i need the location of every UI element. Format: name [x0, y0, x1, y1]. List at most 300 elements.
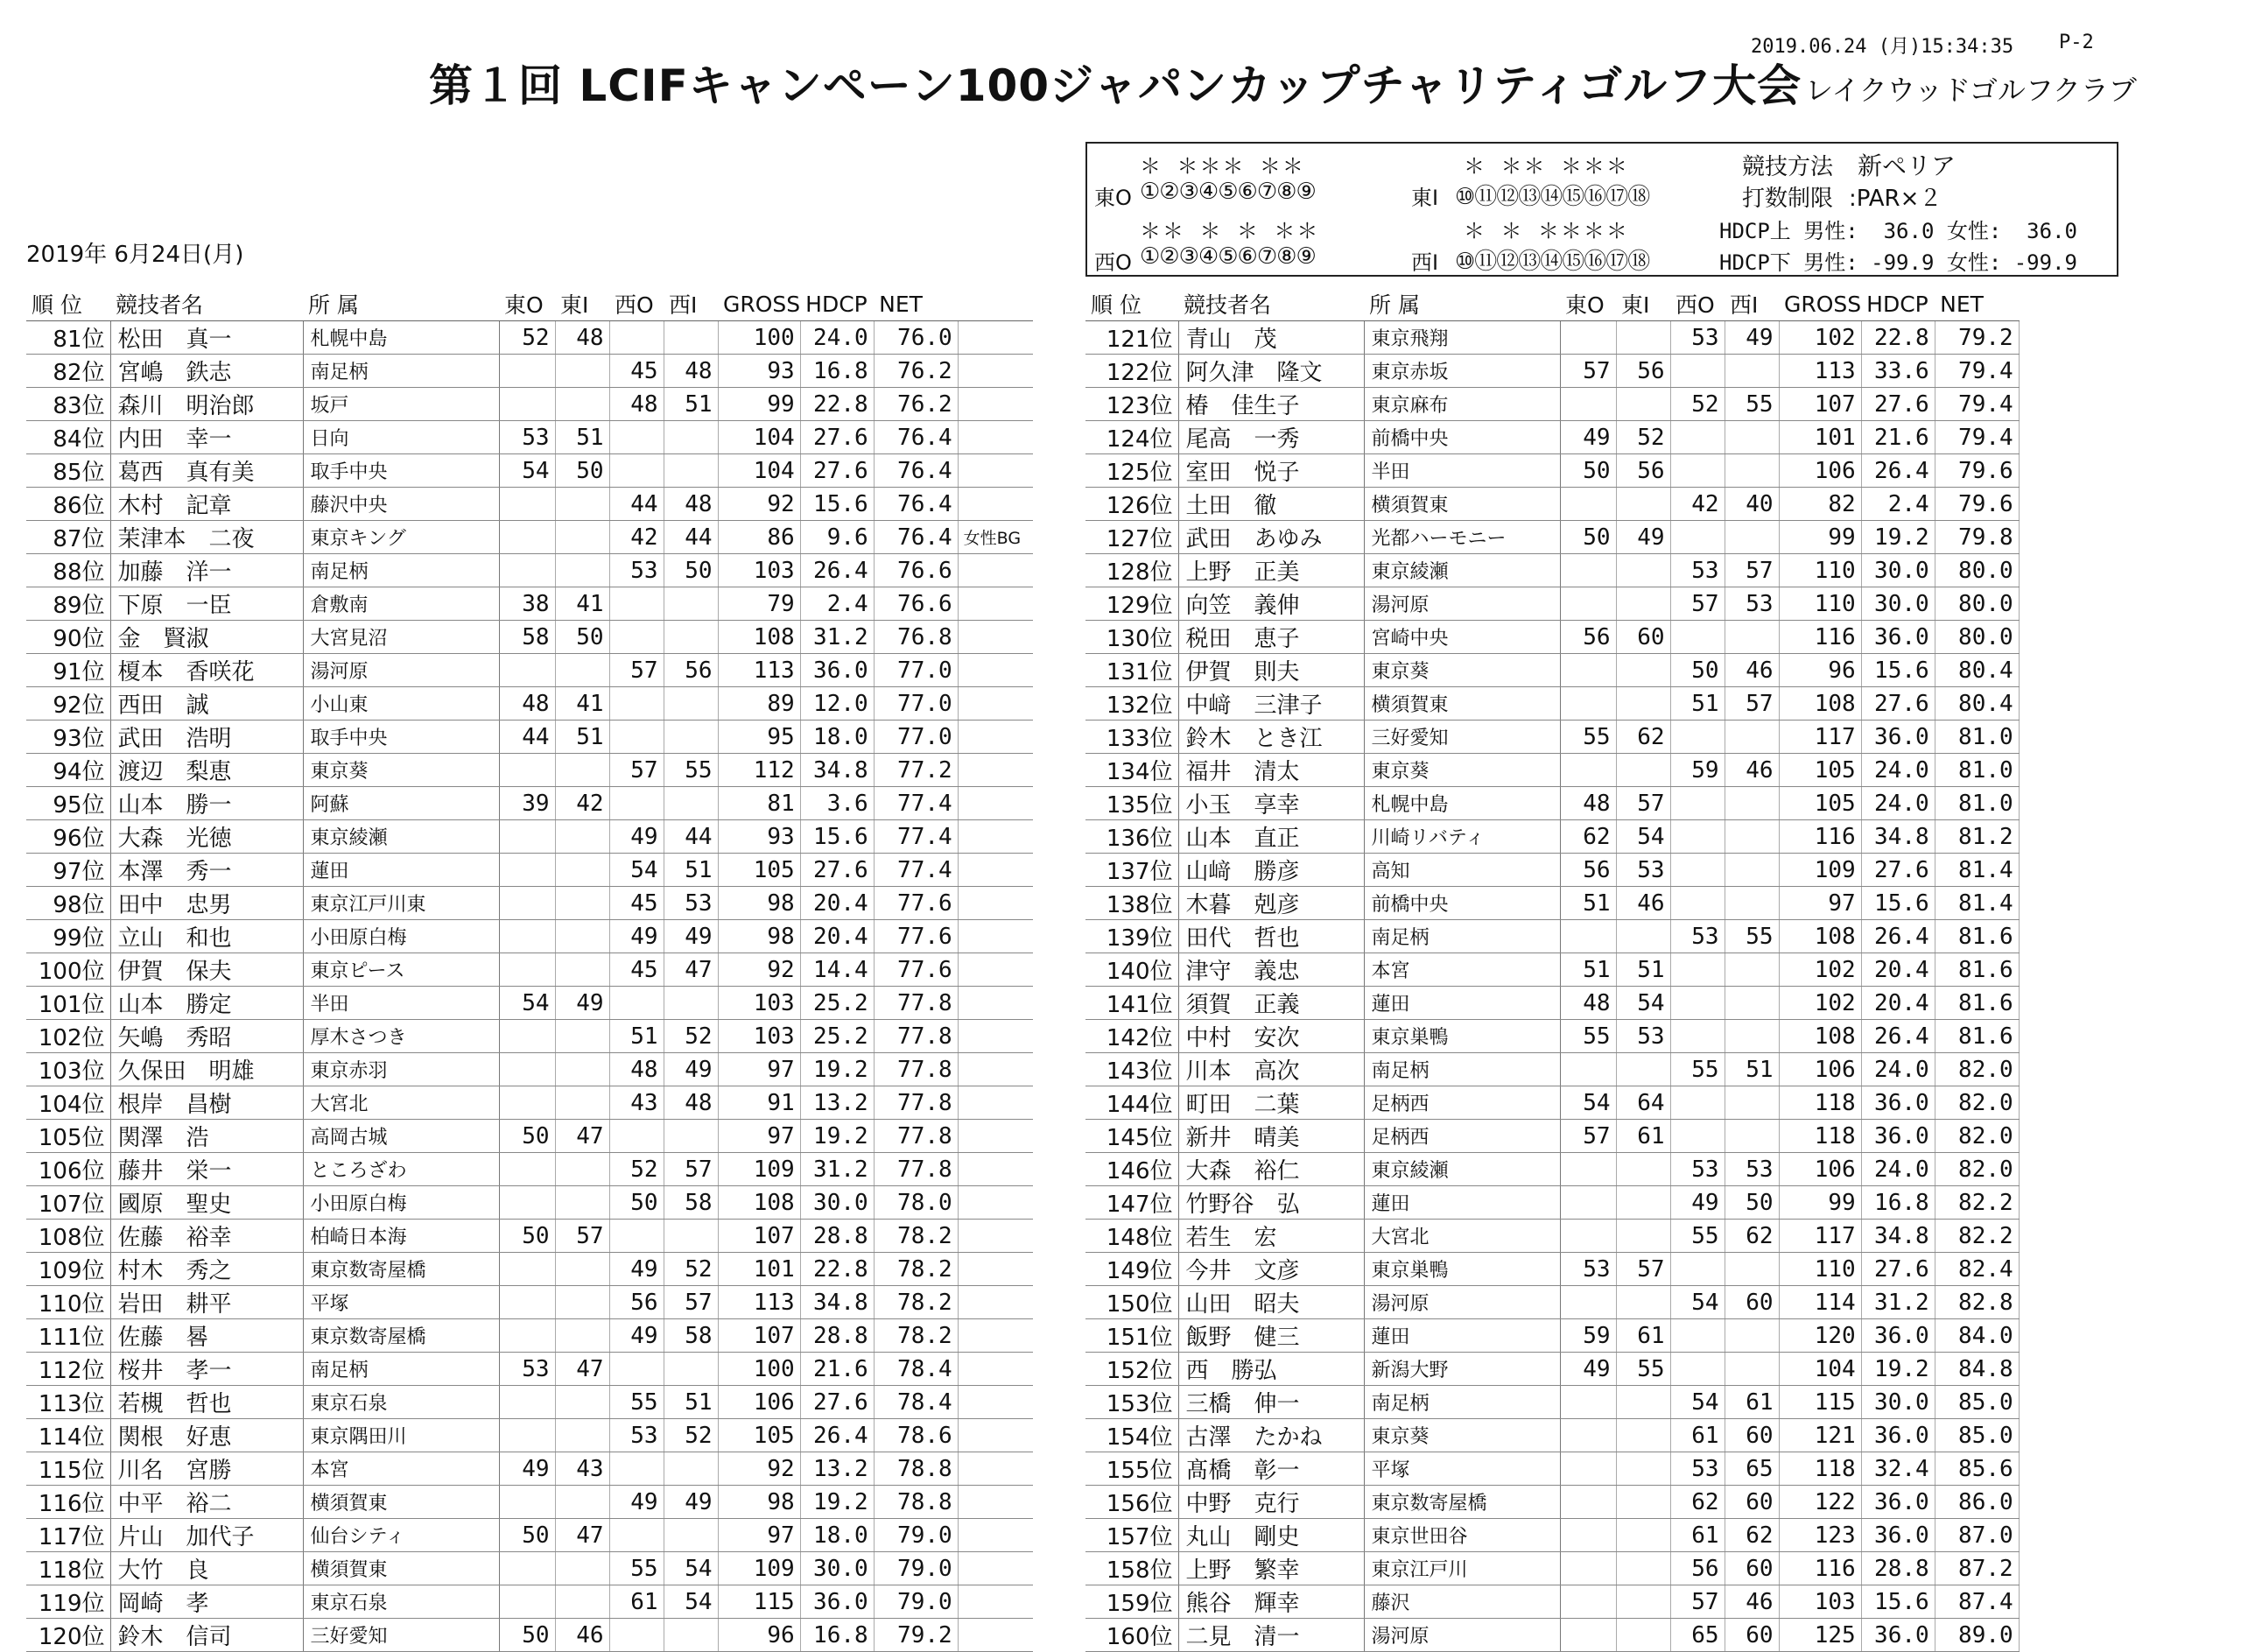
- east-out-score: [1560, 1419, 1616, 1452]
- west-out-score: 65: [1670, 1619, 1725, 1652]
- west-out-score: 59: [1670, 754, 1725, 787]
- table-row: [26, 587, 1033, 621]
- east-in-score: 41: [555, 587, 609, 621]
- east-in-score: [555, 1253, 609, 1286]
- east-in-score: [555, 521, 609, 554]
- west-in-score: [664, 421, 718, 454]
- player-name: 山本 勝一: [110, 787, 303, 820]
- net-score: 80.0: [1935, 621, 2019, 654]
- east-in-score: [555, 754, 609, 787]
- hdcp-value: 13.2: [800, 1086, 874, 1120]
- club-name: 前橋中央: [1364, 421, 1560, 454]
- west-out-score: 49: [1670, 1186, 1725, 1220]
- table-row: [1085, 1353, 2019, 1386]
- net-score: 81.6: [1935, 987, 2019, 1020]
- player-name: 尾高 一秀: [1178, 421, 1364, 454]
- east-out-score: [499, 854, 555, 887]
- east-in-score: 61: [1616, 1120, 1670, 1153]
- net-score: 79.4: [1935, 421, 2019, 454]
- table-row: [26, 820, 1033, 854]
- gross-score: 106: [1779, 454, 1861, 488]
- gross-score: 115: [1779, 1386, 1861, 1419]
- west-out-score: 49: [609, 820, 664, 854]
- east-in-score: [555, 355, 609, 388]
- net-score: 76.2: [874, 388, 958, 421]
- hdcp-value: 27.6: [1861, 388, 1935, 421]
- hdcp-upper-limit: HDCP上 男性: 36.0 女性: 36.0: [1719, 219, 2077, 243]
- player-name: 伊賀 保夫: [110, 953, 303, 987]
- net-score: 76.4: [874, 421, 958, 454]
- club-name: 東京飛翔: [1364, 321, 1560, 355]
- table-row: [26, 920, 1033, 953]
- table-row: [1085, 321, 2019, 355]
- rank-cell: 90位: [26, 621, 110, 654]
- club-name: 東京ピース: [303, 953, 499, 987]
- player-name: 上野 正美: [1178, 554, 1364, 587]
- west-in-score: 57: [664, 1153, 718, 1186]
- club-name: 新潟大野: [1364, 1353, 1560, 1386]
- player-name: 山本 勝定: [110, 987, 303, 1020]
- player-name: 片山 加代子: [110, 1519, 303, 1552]
- east-in-score: 47: [555, 1353, 609, 1386]
- player-name: 佐藤 裕幸: [110, 1220, 303, 1253]
- method-label: 競技方法: [1742, 154, 1834, 180]
- rank-cell: 148位: [1085, 1220, 1178, 1253]
- west-in-score: 57: [664, 1286, 718, 1319]
- table-row: [1085, 721, 2019, 754]
- club-name: 東京綾瀬: [1364, 1153, 1560, 1186]
- rank-cell: 91位: [26, 654, 110, 687]
- net-score: 80.4: [1935, 687, 2019, 721]
- hdcp-value: 28.8: [1861, 1552, 1935, 1585]
- net-score: 77.8: [874, 1020, 958, 1053]
- note-cell: [958, 1486, 1033, 1519]
- player-name: 中村 安次: [1178, 1020, 1364, 1053]
- west-out-score: [609, 987, 664, 1020]
- hdcp-value: 20.4: [800, 920, 874, 953]
- rank-cell: 108位: [26, 1220, 110, 1253]
- rank-cell: 135位: [1085, 787, 1178, 820]
- west-out-score: [1670, 953, 1725, 987]
- club-name: 湯河原: [1364, 1286, 1560, 1319]
- club-name: 東京江戸川: [1364, 1552, 1560, 1585]
- west-out-score: 49: [609, 1486, 664, 1519]
- gross-score: 110: [1779, 587, 1861, 621]
- club-name: 札幌中島: [1364, 787, 1560, 820]
- club-name: 半田: [303, 987, 499, 1020]
- east-in-score: 52: [1616, 421, 1670, 454]
- player-name: 西 勝弘: [1178, 1353, 1364, 1386]
- rank-cell: 157位: [1085, 1519, 1178, 1552]
- club-name: 東京石泉: [303, 1386, 499, 1419]
- gross-score: 108: [718, 1186, 800, 1220]
- hdcp-value: 26.4: [1861, 920, 1935, 953]
- table-row: [1085, 1186, 2019, 1220]
- note-cell: 女性BG: [958, 521, 1033, 554]
- hdcp-value: 34.8: [1861, 820, 1935, 854]
- west-in-score: 57: [1725, 687, 1779, 721]
- east-in-score: [1616, 1419, 1670, 1452]
- club-name: 日向: [303, 421, 499, 454]
- east-out-score: 62: [1560, 820, 1616, 854]
- gross-score: 97: [1779, 887, 1861, 920]
- west-in-score: [664, 1120, 718, 1153]
- hdcp-value: 24.0: [1861, 754, 1935, 787]
- east-in-score: [555, 1585, 609, 1619]
- player-name: 中野 克行: [1178, 1486, 1364, 1519]
- east-in-score: [555, 887, 609, 920]
- west-in-score: 47: [664, 953, 718, 987]
- club-name: 南足柄: [1364, 1053, 1560, 1086]
- table-row: [1085, 953, 2019, 987]
- gross-score: 101: [718, 1253, 800, 1286]
- club-name: 小田原白梅: [303, 920, 499, 953]
- hdcp-value: 36.0: [1861, 621, 1935, 654]
- east-out-score: [499, 1585, 555, 1619]
- east-out-score: [1560, 1585, 1616, 1619]
- hdcp-lower-limit: HDCP下 男性: -99.9 女性: -99.9: [1719, 250, 2077, 275]
- hdcp-value: 36.0: [1861, 1486, 1935, 1519]
- west-out-score: [609, 1353, 664, 1386]
- east-in-score: [555, 1486, 609, 1519]
- west-in-score: [1725, 521, 1779, 554]
- hdcp-value: 24.0: [1861, 787, 1935, 820]
- hdcp-value: 9.6: [800, 521, 874, 554]
- club-name: 川崎リバティ: [1364, 820, 1560, 854]
- east-out-score: [499, 1020, 555, 1053]
- net-score: 77.8: [874, 1120, 958, 1153]
- east-out-score: [1560, 1619, 1616, 1652]
- west-in-score: [1725, 355, 1779, 388]
- net-score: 76.2: [874, 355, 958, 388]
- note-cell: [958, 1020, 1033, 1053]
- west-out-score: 62: [1670, 1486, 1725, 1519]
- east-out-score: [1560, 388, 1616, 421]
- rank-cell: 131位: [1085, 654, 1178, 687]
- table-row: [26, 1253, 1033, 1286]
- hdcp-value: 18.0: [800, 1519, 874, 1552]
- gross-score: 97: [718, 1519, 800, 1552]
- rank-cell: 98位: [26, 887, 110, 920]
- net-score: 82.4: [1935, 1253, 2019, 1286]
- note-cell: [958, 1552, 1033, 1585]
- table-row: [1085, 621, 2019, 654]
- table-row: [26, 854, 1033, 887]
- gross-score: 104: [718, 454, 800, 488]
- club-name: 湯河原: [1364, 587, 1560, 621]
- player-name: 税田 恵子: [1178, 621, 1364, 654]
- table-row: [26, 1319, 1033, 1353]
- west-out-score: 49: [609, 1319, 664, 1353]
- gross-score: 114: [1779, 1286, 1861, 1319]
- gross-score: 121: [1779, 1419, 1861, 1452]
- club-name: 南足柄: [303, 355, 499, 388]
- west-in-score: 46: [1725, 654, 1779, 687]
- rank-cell: 137位: [1085, 854, 1178, 887]
- table-row: [1085, 1552, 2019, 1585]
- note-cell: [958, 1353, 1033, 1386]
- gross-score: 113: [1779, 355, 1861, 388]
- west-in-score: 54: [664, 1585, 718, 1619]
- rank-cell: 102位: [26, 1020, 110, 1053]
- west-in-score: 60: [1725, 1619, 1779, 1652]
- west-out-score: [609, 687, 664, 721]
- rank-cell: 82位: [26, 355, 110, 388]
- table-row: [1085, 1619, 2019, 1652]
- rank-cell: 120位: [26, 1619, 110, 1652]
- east-in-score: [555, 488, 609, 521]
- gross-score: 104: [1779, 1353, 1861, 1386]
- club-name: 藤沢: [1364, 1585, 1560, 1619]
- club-name: 札幌中島: [303, 321, 499, 355]
- gross-score: 103: [1779, 1585, 1861, 1619]
- note-cell: [958, 754, 1033, 787]
- net-score: 77.6: [874, 887, 958, 920]
- player-name: 加藤 洋一: [110, 554, 303, 587]
- east-in-score: 53: [1616, 1020, 1670, 1053]
- hdcp-value: 30.0: [1861, 554, 1935, 587]
- note-cell: [958, 1086, 1033, 1120]
- net-score: 79.0: [874, 1552, 958, 1585]
- col-net: NET: [874, 287, 958, 321]
- west-out-score: [1670, 1086, 1725, 1120]
- rank-cell: 150位: [1085, 1286, 1178, 1319]
- west-in-score: 62: [1725, 1519, 1779, 1552]
- player-name: 川名 宮勝: [110, 1452, 303, 1486]
- east-in-score: [1616, 321, 1670, 355]
- east-in-score: [1616, 1386, 1670, 1419]
- rank-cell: 101位: [26, 987, 110, 1020]
- east-out-score: [499, 953, 555, 987]
- east-out-score: 54: [499, 454, 555, 488]
- hdcp-value: 36.0: [1861, 1319, 1935, 1353]
- rank-cell: 132位: [1085, 687, 1178, 721]
- east-out-score: 50: [1560, 454, 1616, 488]
- rank-cell: 87位: [26, 521, 110, 554]
- west-in-score: 51: [1725, 1053, 1779, 1086]
- club-name: 平塚: [303, 1286, 499, 1319]
- hdcp-value: 36.0: [1861, 1086, 1935, 1120]
- east-out-score: 49: [1560, 421, 1616, 454]
- col-east-in: 東I: [555, 287, 609, 321]
- player-name: 小玉 享幸: [1178, 787, 1364, 820]
- gross-score: 92: [718, 1452, 800, 1486]
- club-name: 光都ハーモニー: [1364, 521, 1560, 554]
- west-out-score: [1670, 721, 1725, 754]
- gross-score: 102: [1779, 321, 1861, 355]
- gross-score: 106: [1779, 1153, 1861, 1186]
- player-name: 立山 和也: [110, 920, 303, 953]
- hdcp-value: 24.0: [800, 321, 874, 355]
- net-score: 78.8: [874, 1486, 958, 1519]
- club-name: 蓮田: [303, 854, 499, 887]
- west-in-score: 52: [664, 1419, 718, 1452]
- east-in-score: [555, 554, 609, 587]
- col-hdcp: HDCP: [800, 287, 874, 321]
- west-in-score: [664, 687, 718, 721]
- col-club: 所 属: [1364, 287, 1560, 321]
- hdcp-value: 30.0: [800, 1552, 874, 1585]
- rank-cell: 123位: [1085, 388, 1178, 421]
- east-in-score: [1616, 1552, 1670, 1585]
- west-in-score: 46: [1725, 1585, 1779, 1619]
- east-out-score: [499, 1253, 555, 1286]
- hdcp-value: 27.6: [800, 454, 874, 488]
- hdcp-value: 24.0: [1861, 1153, 1935, 1186]
- print-timestamp: 2019.06.24 (月)15:34:35: [1751, 36, 2014, 58]
- net-score: 76.6: [874, 587, 958, 621]
- hdcp-value: 27.6: [1861, 854, 1935, 887]
- player-name: 青山 茂: [1178, 321, 1364, 355]
- gross-score: 110: [1779, 1253, 1861, 1286]
- hdcp-value: 33.6: [1861, 355, 1935, 388]
- hdcp-value: 22.8: [800, 1253, 874, 1286]
- hdcp-value: 13.2: [800, 1452, 874, 1486]
- west-in-score: [664, 1353, 718, 1386]
- net-score: 76.6: [874, 554, 958, 587]
- west-in-score: [664, 1452, 718, 1486]
- hdcp-value: 34.8: [800, 754, 874, 787]
- west-in-score: 44: [664, 820, 718, 854]
- gross-score: 122: [1779, 1486, 1861, 1519]
- west-in-score: 65: [1725, 1452, 1779, 1486]
- table-row: [26, 1020, 1033, 1053]
- east-out-score: [1560, 654, 1616, 687]
- east-out-score: 50: [1560, 521, 1616, 554]
- west-out-score: 56: [609, 1286, 664, 1319]
- player-name: 佐藤 晷: [110, 1319, 303, 1353]
- east-out-score: [1560, 1286, 1616, 1319]
- club-name: 東京数寄屋橋: [303, 1253, 499, 1286]
- player-name: 森川 明治郎: [110, 388, 303, 421]
- note-cell: [958, 654, 1033, 687]
- east-out-score: 49: [1560, 1353, 1616, 1386]
- club-name: 東京巣鴨: [1364, 1253, 1560, 1286]
- rank-cell: 151位: [1085, 1319, 1178, 1353]
- net-score: 85.6: [1935, 1452, 2019, 1486]
- west-out-score: [609, 421, 664, 454]
- net-score: 77.0: [874, 721, 958, 754]
- note-cell: [958, 920, 1033, 953]
- hdcp-value: 34.8: [800, 1286, 874, 1319]
- east-in-score: [1616, 687, 1670, 721]
- net-score: 78.2: [874, 1319, 958, 1353]
- club-name: 取手中央: [303, 721, 499, 754]
- east-in-score: 49: [555, 987, 609, 1020]
- note-cell: [958, 854, 1033, 887]
- east-in-score: 49: [1616, 521, 1670, 554]
- club-name: 三好愛知: [303, 1619, 499, 1652]
- gross-score: 99: [1779, 1186, 1861, 1220]
- table-row: [26, 454, 1033, 488]
- west-out-score: 61: [1670, 1519, 1725, 1552]
- net-score: 81.2: [1935, 820, 2019, 854]
- player-name: 下原 一臣: [110, 587, 303, 621]
- east-in-score: 57: [555, 1220, 609, 1253]
- table-row: [26, 887, 1033, 920]
- table-row: [1085, 355, 2019, 388]
- west-in-score: [664, 721, 718, 754]
- note-cell: [958, 1452, 1033, 1486]
- table-row: [1085, 987, 2019, 1020]
- east-out-score: [1560, 1153, 1616, 1186]
- club-name: 東京葵: [1364, 654, 1560, 687]
- east-out-score: [499, 1053, 555, 1086]
- player-name: 根岸 昌樹: [110, 1086, 303, 1120]
- rank-cell: 116位: [26, 1486, 110, 1519]
- west-in-score: 49: [664, 1053, 718, 1086]
- note-cell: [958, 454, 1033, 488]
- east-in-score: [555, 1020, 609, 1053]
- hdcp-value: 26.4: [1861, 454, 1935, 488]
- player-name: 飯野 健三: [1178, 1319, 1364, 1353]
- rank-cell: 103位: [26, 1053, 110, 1086]
- east-in-score: [1616, 1585, 1670, 1619]
- note-cell: [958, 1286, 1033, 1319]
- west-out-score: 53: [1670, 920, 1725, 953]
- table-row: [1085, 920, 2019, 953]
- stroke-limit-value: :PAR×２: [1849, 186, 1942, 212]
- net-score: 81.0: [1935, 721, 2019, 754]
- west-out-score: 53: [1670, 1153, 1725, 1186]
- gross-score: 117: [1779, 1220, 1861, 1253]
- east-in-score: 47: [555, 1519, 609, 1552]
- hdcp-value: 12.0: [800, 687, 874, 721]
- gross-score: 97: [718, 1120, 800, 1153]
- west-in-score: 49: [664, 1486, 718, 1519]
- rank-cell: 107位: [26, 1186, 110, 1220]
- gross-score: 82: [1779, 488, 1861, 521]
- west-out-score: 45: [609, 953, 664, 987]
- player-name: 茉津本 二夜: [110, 521, 303, 554]
- player-name: 木村 記章: [110, 488, 303, 521]
- west-in-score: 58: [664, 1186, 718, 1220]
- note-cell: [958, 1153, 1033, 1186]
- east-out-score: [1560, 1386, 1616, 1419]
- east-in-score: [555, 1053, 609, 1086]
- east-out-score: 50: [499, 1519, 555, 1552]
- east-out-score: 57: [1560, 1120, 1616, 1153]
- rank-cell: 126位: [1085, 488, 1178, 521]
- east-out-score: [499, 488, 555, 521]
- note-cell: [958, 987, 1033, 1020]
- west-out-score: 52: [1670, 388, 1725, 421]
- west-out-score: 53: [1670, 554, 1725, 587]
- club-name: 前橋中央: [1364, 887, 1560, 920]
- east-in-score: [1616, 388, 1670, 421]
- rank-cell: 113位: [26, 1386, 110, 1419]
- west-out-score: 42: [1670, 488, 1725, 521]
- west-in-score: [1725, 820, 1779, 854]
- east-out-score: [499, 1386, 555, 1419]
- club-name: 南足柄: [1364, 920, 1560, 953]
- net-score: 82.0: [1935, 1053, 2019, 1086]
- east-out-label: 東O: [1094, 186, 1132, 210]
- net-score: 76.4: [874, 488, 958, 521]
- east-in-score: [1616, 1153, 1670, 1186]
- east-in-score: [555, 1552, 609, 1585]
- club-name: 東京巣鴨: [1364, 1020, 1560, 1053]
- player-name: 山田 昭夫: [1178, 1286, 1364, 1319]
- col-west-in: 西I: [1725, 287, 1779, 321]
- hdcp-value: 15.6: [1861, 654, 1935, 687]
- club-name: 東京キング: [303, 521, 499, 554]
- gross-score: 108: [1779, 687, 1861, 721]
- hdcp-value: 27.6: [800, 1386, 874, 1419]
- club-name: 大宮北: [1364, 1220, 1560, 1253]
- club-name: 南足柄: [1364, 1386, 1560, 1419]
- west-out-score: 52: [609, 1153, 664, 1186]
